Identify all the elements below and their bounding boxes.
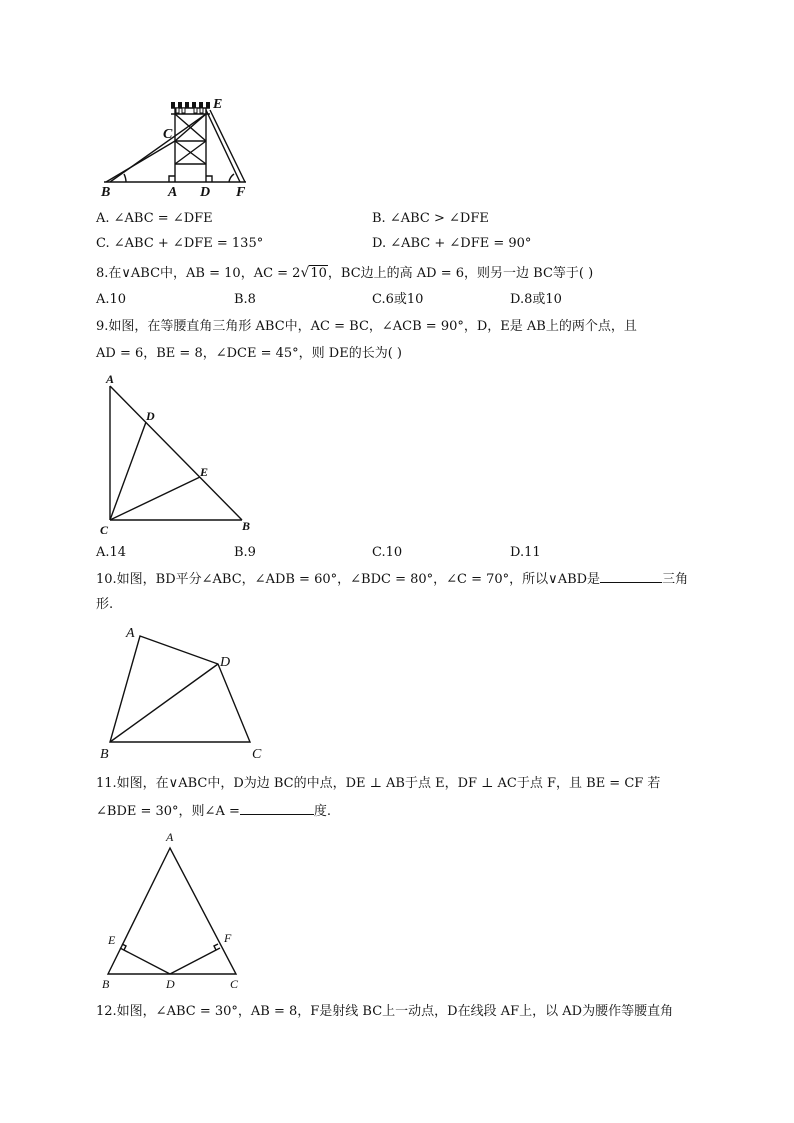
q7-label-F: F <box>236 185 246 200</box>
q11-line2 <box>96 802 331 821</box>
q9-label-C: C <box>100 523 109 537</box>
q8-option-c: C.6或10 <box>372 292 424 307</box>
q9-option-a: A.14 <box>96 545 127 560</box>
q7-option-d: D. ∠ABC + ∠DFE = 90° <box>372 236 532 251</box>
q8-option-d: D.8或10 <box>510 292 562 307</box>
q11-label-B: B <box>102 977 110 991</box>
q7-label-E: E <box>213 97 223 112</box>
q9-line1: 9.如图，在等腰直角三角形 ABC中，AC = BC，∠ACB = 90°，D，E是 AB上的两个点，且 <box>96 319 637 334</box>
q11-line2-pre: ∠BDE = 30°，则∠A = <box>96 804 240 819</box>
sqrt-symbol: √ <box>300 265 310 281</box>
q8-sqrt-value: 10 <box>310 266 327 281</box>
q8-option-b: B.8 <box>234 292 256 307</box>
q9-option-d: D.11 <box>510 545 541 560</box>
q9-option-b: B.9 <box>234 545 256 560</box>
q7-option-a: A. ∠ABC = ∠DFE <box>96 211 213 226</box>
q11-line1: 11.如图，在∨ABC中，D为边 BC的中点，DE ⊥ AB于点 E，DF ⊥ AC于点 F，且 BE = CF 若 <box>96 776 661 791</box>
q9-label-A: A <box>106 372 115 386</box>
q8-stem <box>96 264 593 283</box>
figure-q10-diagram <box>96 620 276 765</box>
q7-option-c: C. ∠ABC + ∠DFE = 135° <box>96 236 264 251</box>
q11-label-A: A <box>166 830 174 844</box>
q9-label-B: B <box>242 519 251 533</box>
q8-stem-post: ，BC边上的高 AD = 6，则另一边 BC等于( ) <box>327 266 594 281</box>
q10-line1 <box>96 570 688 589</box>
q10-label-B: B <box>100 747 109 762</box>
q10-label-A: A <box>126 626 135 641</box>
q9-label-E: E <box>200 465 209 479</box>
q8-option-a: A.10 <box>96 292 127 307</box>
q11-label-F: F <box>224 931 232 945</box>
q9-label-D: D <box>146 409 155 423</box>
figure-q7-diagram <box>96 94 256 200</box>
q11-line2-post: 度. <box>313 804 332 819</box>
q10-line1-pre: 10.如图，BD平分∠ABC，∠ADB = 60°，∠BDC = 80°，∠C = 70°，所以∨ABD是 <box>96 572 601 587</box>
q11-label-E: E <box>108 933 116 947</box>
q11-label-C: C <box>230 977 239 991</box>
q7-label-B: B <box>101 185 111 200</box>
q10-line1-post: 三角 <box>662 572 689 587</box>
q10-label-D: D <box>220 655 231 670</box>
q10-answer-blank[interactable] <box>600 570 662 583</box>
q8-stem-pre: 8.在∨ABC中，AB = 10，AC = 2 <box>96 266 301 281</box>
q9-option-c: C.10 <box>372 545 403 560</box>
q7-label-C: C <box>163 127 173 142</box>
q9-line2: AD = 6，BE = 8，∠DCE = 45°，则 DE的长为( ) <box>96 346 402 361</box>
q10-label-C: C <box>252 747 262 762</box>
q10-line2: 形. <box>96 597 114 612</box>
q7-label-D: D <box>200 185 211 200</box>
q7-option-b: B. ∠ABC > ∠DFE <box>372 211 489 226</box>
q11-label-D: D <box>166 977 175 991</box>
figure-q9-diagram <box>96 370 266 540</box>
figure-q11-diagram <box>96 828 256 993</box>
q12-line1: 12.如图，∠ABC = 30°，AB = 8，F是射线 BC上一动点，D在线段 AF上，以 AD为腰作等腰直角 <box>96 1004 674 1019</box>
q11-answer-blank[interactable] <box>240 802 314 815</box>
q7-label-A: A <box>168 185 178 200</box>
